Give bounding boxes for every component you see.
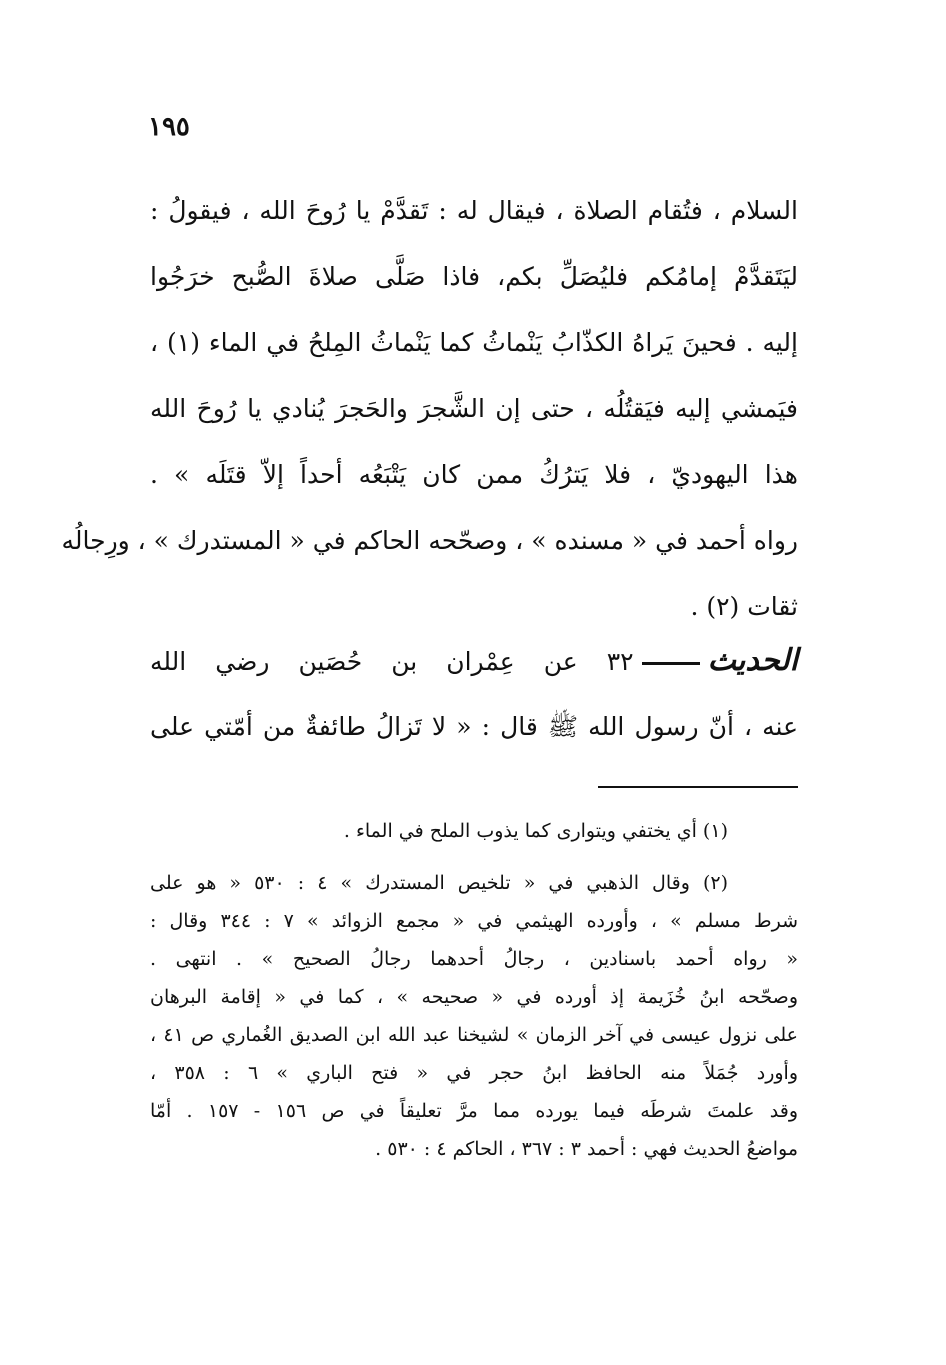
text-line: فيَمشي إليه فيَقتُلُه ، حتى إن الشَّجرَ والحَجرَ يُنادي يا رُوحَ الله bbox=[150, 394, 798, 423]
hadith-line: ٣٢ عن عِمْران بن حُصَين رضي الله bbox=[150, 647, 634, 676]
text-line: ثقات (٢) . bbox=[690, 592, 798, 621]
heading-dash bbox=[642, 662, 700, 665]
text-line: رواه أحمد في « مسنده » ، وصحّحه الحاكم في « المستدرك » ، ورِجالُه bbox=[61, 526, 798, 555]
hadith-section bbox=[150, 628, 798, 760]
footnote-1: (١) أي يختفي ويتوارى كما يذوب الملح في الماء . bbox=[343, 820, 728, 842]
text-line: إليه . فحينَ يَراهُ الكذّابُ يَنْماثُ كما يَنْماثُ المِلحُ في الماء (١) ، bbox=[150, 328, 798, 357]
footnotes bbox=[150, 812, 798, 1168]
footnote-2-line: وصحّحه ابنُ خُزَيمة إذ أورده في « صحيحه » ، كما في « إقامة البرهان bbox=[150, 986, 798, 1008]
text-line: ليَتَقدَّمْ إمامُكم فليُصَلِّ بكم، فاذا صَلَّى صلاةَ الصُّبح خرَجُوا bbox=[150, 262, 798, 291]
footnote-2-line: مواضعُ الحديث فهي : أحمد ٣ : ٣٦٧ ، الحاكم ٤ : ٥٣٠ . bbox=[375, 1138, 798, 1160]
hadith-heading: الحديث bbox=[707, 643, 798, 678]
footnote-2-line: « رواه أحمد باسنادين ، رجالُ أحدهما رجالُ الصحيح » . انتهى . bbox=[150, 948, 798, 970]
main-text bbox=[61, 178, 798, 640]
hadith-heading-line bbox=[150, 628, 798, 694]
footnote-2-line: شرط مسلم » ، وأورده الهيثمي في « مجمع الزوائد » ٧ : ٣٤٤ وقال : bbox=[150, 910, 798, 932]
page-number: ١٩٥ bbox=[148, 112, 190, 142]
footnote-divider bbox=[598, 786, 798, 788]
footnote-2-line: (٢) وقال الذهبي في « تلخيص المستدرك » ٤ : ٥٣٠ « هو على bbox=[150, 872, 728, 894]
text-line: هذا اليهوديّ ، فلا يَترُكُ ممن كان يَتْبَعُه أحداً إلاّ قتَلَه » . bbox=[150, 460, 798, 489]
text-line: السلام ، فتُقام الصلاة ، فيقال له : تَقدَّمْ يا رُوحَ الله ، فيقولُ : bbox=[150, 196, 798, 225]
hadith-line: عنه ، أنّ رسول الله ﷺ قال : « لا تَزالُ طائفةٌ من أمّتي على bbox=[150, 712, 798, 741]
footnote-2-line: وأورد جُمَلاً منه الحافظ ابنُ حجر في « فتح الباري » ٦ : ٣٥٨ ، bbox=[150, 1062, 799, 1084]
footnote-2-line: وقد علمتَ شرطَه فيما يورده مما مرَّ تعليقاً في ص ١٥٦ - ١٥٧ . أمّا bbox=[150, 1100, 798, 1122]
footnote-2-line: على نزول عيسى في آخر الزمان » لشيخنا عبد الله ابن الصديق الغُماري ص ٤١ ، bbox=[150, 1024, 799, 1046]
